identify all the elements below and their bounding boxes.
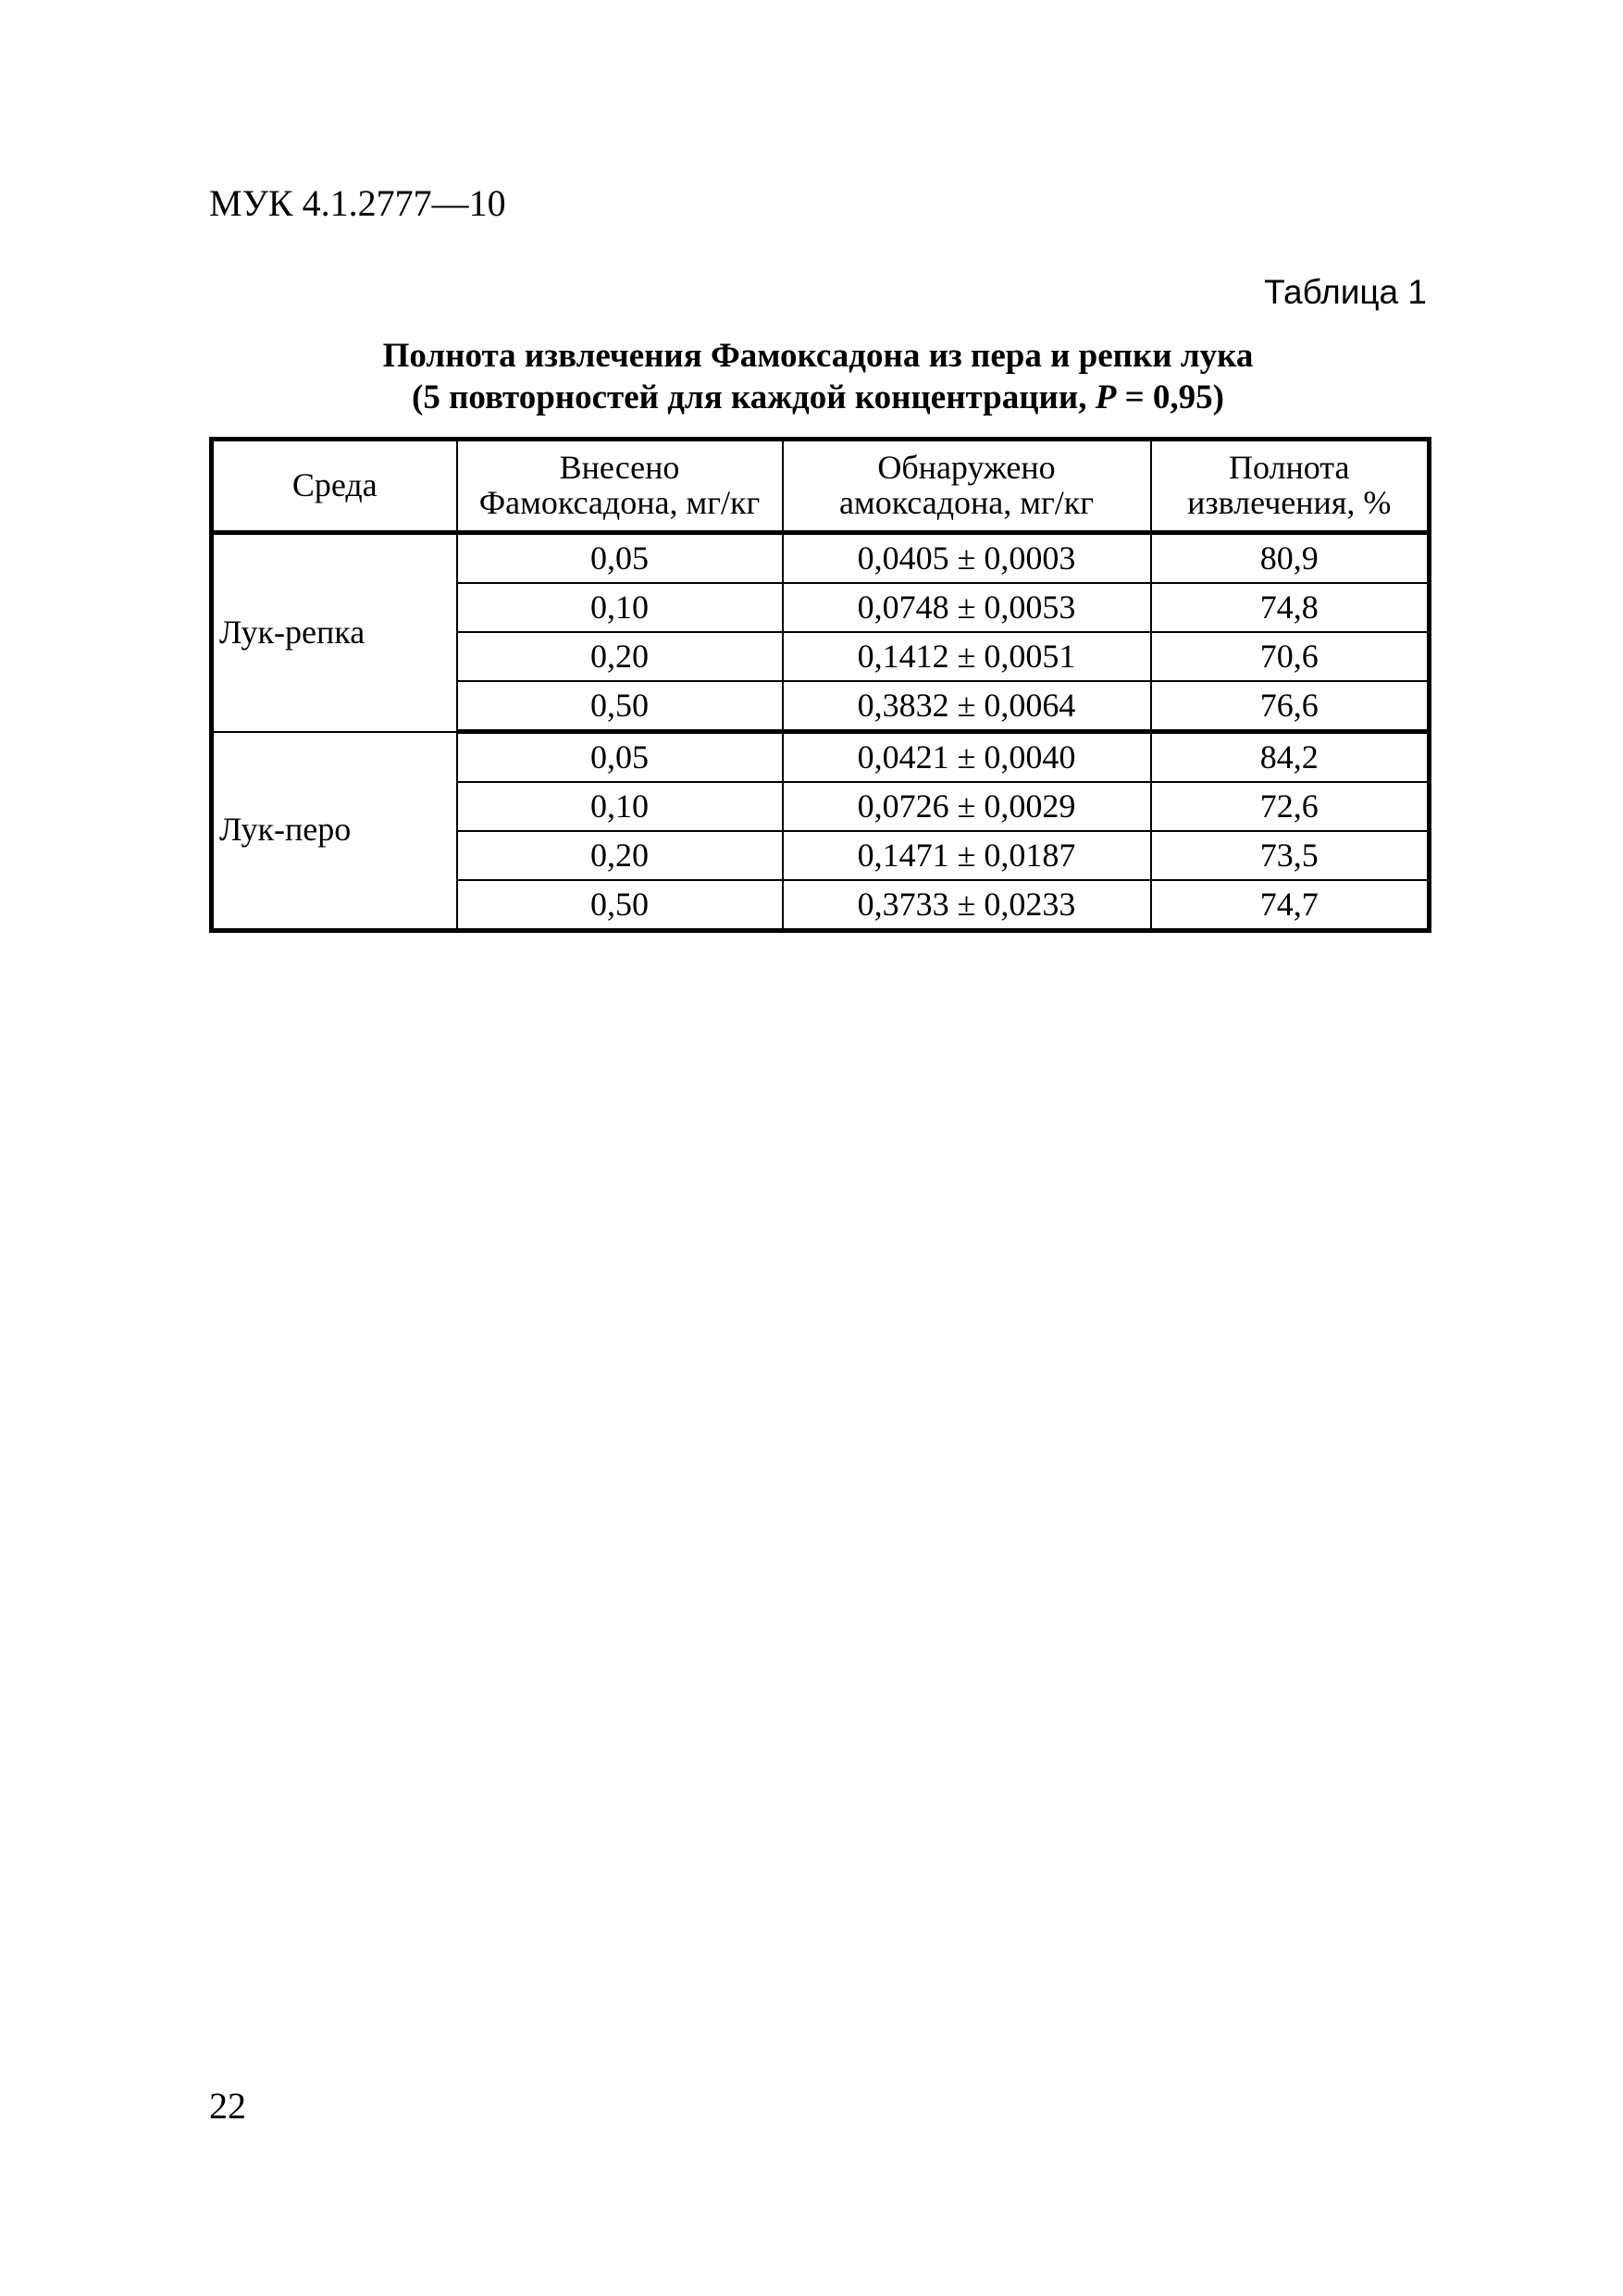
title-line-2-suffix: = 0,95) (1116, 379, 1224, 416)
found-cell: 0,0748 ± 0,0053 (783, 583, 1151, 632)
column-header-line: Обнаружено (877, 449, 1056, 487)
column-header-line: Среда (291, 466, 378, 504)
column-header-line: амоксадона, мг/кг (838, 484, 1095, 521)
medium-cell: Лук-репка (212, 533, 457, 732)
title-line-2-prefix: (5 повторностей для каждой концентрации, (412, 379, 1096, 416)
added-cell: 0,05 (457, 732, 783, 783)
added-cell: 0,05 (457, 533, 783, 584)
recovery-cell: 72,6 (1151, 782, 1430, 831)
added-cell: 0,50 (457, 681, 783, 732)
table-row (212, 533, 1430, 584)
recovery-cell: 84,2 (1151, 732, 1430, 783)
added-cell: 0,20 (457, 632, 783, 681)
column-header-line: Внесено (559, 449, 680, 487)
found-cell: 0,3832 ± 0,0064 (783, 681, 1151, 732)
table-label: Таблица 1 (1264, 273, 1427, 311)
found-cell: 0,0726 ± 0,0029 (783, 782, 1151, 831)
added-cell: 0,10 (457, 583, 783, 632)
found-cell: 0,1412 ± 0,0051 (783, 632, 1151, 681)
column-header-medium (212, 440, 457, 533)
table-row (212, 732, 1430, 783)
recovery-cell: 74,7 (1151, 880, 1430, 931)
column-header-added (457, 440, 783, 533)
recovery-cell: 76,6 (1151, 681, 1430, 732)
page-number: 22 (209, 2085, 246, 2127)
recovery-cell: 73,5 (1151, 831, 1430, 880)
column-header-line: Фамоксадона, мг/кг (478, 484, 761, 521)
column-header-recovery (1151, 440, 1430, 533)
recovery-cell: 74,8 (1151, 583, 1430, 632)
table-title (209, 335, 1427, 418)
recovery-cell: 80,9 (1151, 533, 1430, 584)
added-cell: 0,50 (457, 880, 783, 931)
added-cell: 0,10 (457, 782, 783, 831)
document-code: МУК 4.1.2777—10 (209, 182, 506, 224)
table-header-row (212, 440, 1430, 533)
column-header-found (783, 440, 1151, 533)
table-title-line-1: Полнота извлечения Фамоксадона из пера и репки лука (382, 337, 1254, 375)
found-cell: 0,0405 ± 0,0003 (783, 533, 1151, 584)
found-cell: 0,0421 ± 0,0040 (783, 732, 1151, 783)
found-cell: 0,1471 ± 0,0187 (783, 831, 1151, 880)
recovery-table (209, 437, 1431, 933)
recovery-cell: 70,6 (1151, 632, 1430, 681)
found-cell: 0,3733 ± 0,0233 (783, 880, 1151, 931)
column-header-line: Полнота (1229, 449, 1350, 487)
table-title-line-2 (209, 377, 1427, 418)
probability-variable: P (1095, 379, 1117, 416)
added-cell: 0,20 (457, 831, 783, 880)
medium-cell: Лук-перо (212, 732, 457, 931)
column-header-line: извлечения, % (1187, 484, 1392, 521)
